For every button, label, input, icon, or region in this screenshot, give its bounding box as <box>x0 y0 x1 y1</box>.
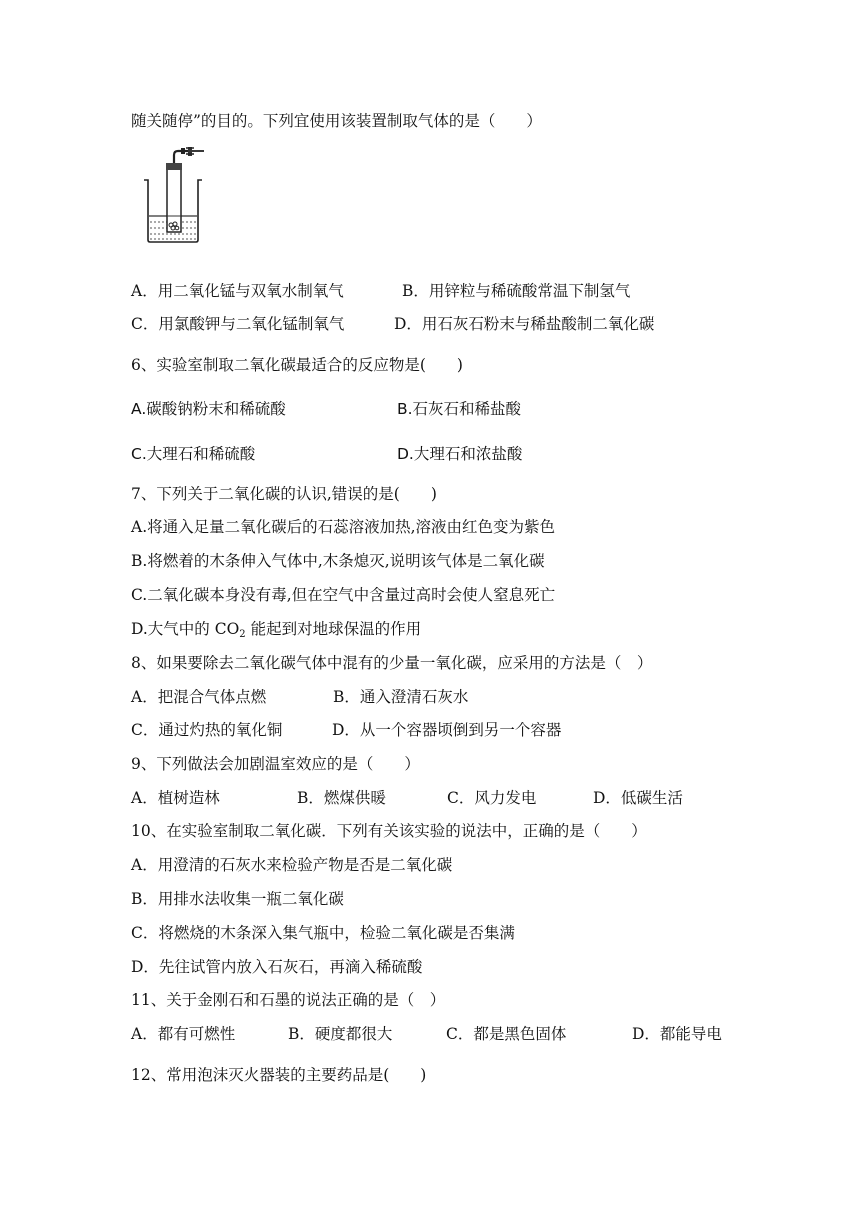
q8-option-b: B．通入澄清石灰水 <box>333 688 469 706</box>
gas-generator-apparatus-illustration <box>138 146 214 246</box>
q7-option-a: A.将通入足量二氧化碳后的石蕊溶液加热,溶液由红色变为紫色 <box>131 518 556 536</box>
q9-stem: 9、下列做法会加剧温室效应的是（ ） <box>131 755 420 773</box>
q9-option-a: A．植树造林 <box>131 789 220 807</box>
q11-option-d: D．都能导电 <box>632 1025 722 1043</box>
q10-option-b: B．用排水法收集一瓶二氧化碳 <box>131 890 344 908</box>
q8-option-a: A．把混合气体点燃 <box>131 688 267 706</box>
q6-option-d: D.大理石和浓盐酸 <box>397 445 523 463</box>
q7-option-d-post: 能起到对地球保温的作用 <box>245 620 422 638</box>
q7-option-d-subscript: 2 <box>239 629 246 640</box>
q6-option-c: C.大理石和稀硫酸 <box>131 445 256 463</box>
q6-stem: 6、实验室制取二氧化碳最适合的反应物是( ) <box>131 356 463 374</box>
q9-option-b: B．燃煤供暖 <box>297 789 386 807</box>
q11-option-a: A．都有可燃性 <box>131 1025 236 1043</box>
q9-option-d: D．低碳生活 <box>593 789 683 807</box>
q8-option-c: C．通过灼热的氧化铜 <box>131 721 283 739</box>
q8-option-d: D．从一个容器顷倒到另一个容器 <box>332 721 562 739</box>
q9-option-c: C．风力发电 <box>447 789 537 807</box>
q7-option-d-pre: D.大气中的 CO <box>131 620 240 638</box>
q11-stem: 11、关于金刚石和石墨的说法正确的是（ ） <box>131 991 446 1009</box>
q5-stem-tail: 随关随停”的目的。下列宜使用该装置制取气体的是（ ） <box>131 112 542 130</box>
q7-stem: 7、下列关于二氧化碳的认识,错误的是( ) <box>131 485 437 503</box>
q10-option-d: D．先往试管内放入石灰石，再滴入稀硫酸 <box>131 958 423 976</box>
q10-stem: 10、在实验室制取二氧化碳．下列有关该实验的说法中，正确的是（ ） <box>131 822 647 840</box>
q7-option-c: C.二氧化碳本身没有毒,但在空气中含量过高时会使人窒息死亡 <box>131 586 556 604</box>
q6-option-b: B.石灰石和稀盐酸 <box>397 400 522 418</box>
q8-stem: 8、如果要除去二氧化碳气体中混有的少量一氧化碳，应采用的方法是（ ） <box>131 654 653 672</box>
q11-option-c: C．都是黑色固体 <box>446 1025 567 1043</box>
q10-option-a: A．用澄清的石灰水来检验产物是否是二氧化碳 <box>131 856 453 874</box>
q5-option-c: C．用氯酸钾与二氧化锰制氧气 <box>131 315 345 333</box>
q11-option-b: B．硬度都很大 <box>288 1025 393 1043</box>
q6-option-a: A.碳酸钠粉末和稀硫酸 <box>131 400 286 418</box>
q7-option-d <box>131 618 421 646</box>
q12-stem: 12、常用泡沫灭火器装的主要药品是( ) <box>131 1066 427 1084</box>
q5-option-b: B．用锌粒与稀硫酸常温下制氢气 <box>402 282 631 300</box>
q7-option-b: B.将燃着的木条伸入气体中,木条熄灭,说明该气体是二氧化碳 <box>131 552 545 570</box>
q5-option-a: A．用二氧化锰与双氧水制氧气 <box>131 282 344 300</box>
q5-option-d: D．用石灰石粉末与稀盐酸制二氧化碳 <box>394 315 655 333</box>
q10-option-c: C．将燃烧的木条深入集气瓶中，检验二氧化碳是否集满 <box>131 924 515 942</box>
